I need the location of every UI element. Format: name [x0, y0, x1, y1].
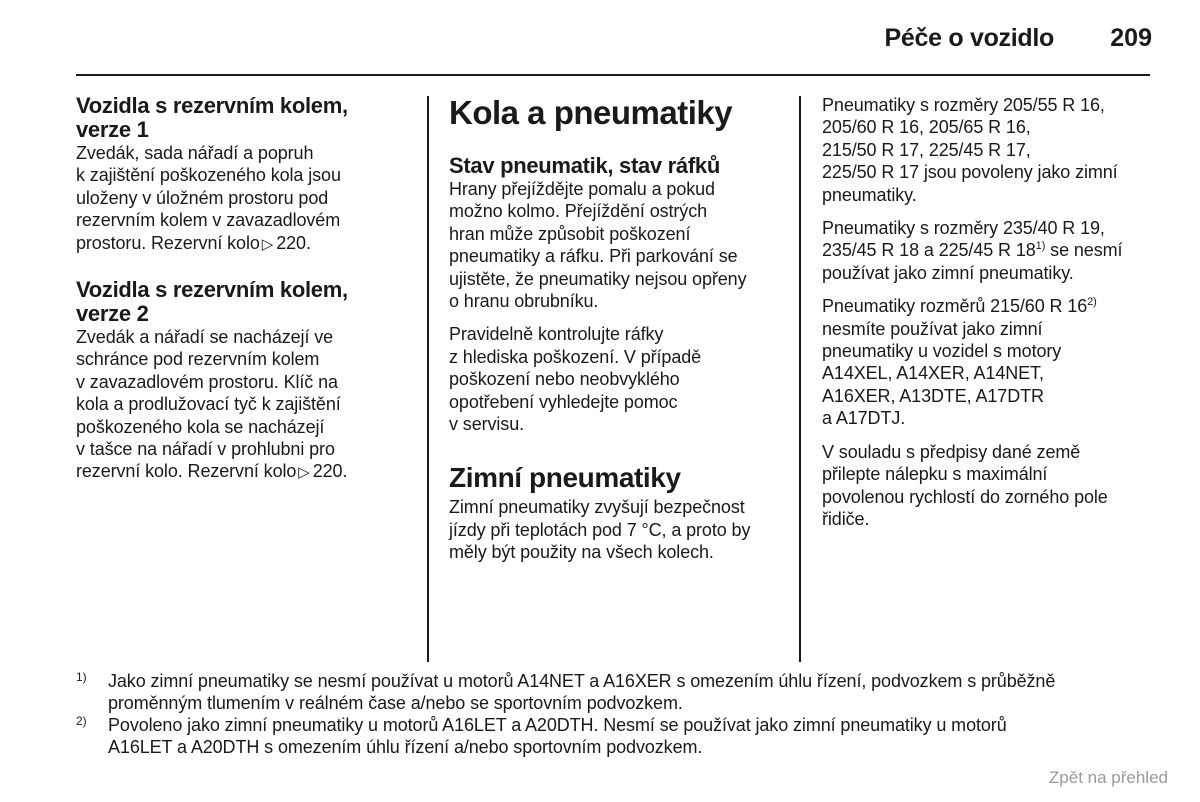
left-column [76, 94, 416, 485]
footnote-mark: 2) [76, 714, 87, 728]
page-number: 209 [1110, 24, 1152, 52]
winter-tyres-title: Zimní pneumatiky [449, 462, 681, 494]
footnote-mark: 1) [76, 670, 87, 684]
footnote-ref-1[interactable]: 1) [1035, 240, 1046, 253]
rim-check-paragraph: Pravidelně kontrolujte ráfky z hlediska poškození. V případě poškození nebo neobvyklého opotřebení vyhledejte pomoc v servisu. [449, 324, 702, 435]
section-title: Péče o vozidlo [884, 24, 1054, 52]
spare-wheel-v1-heading: Vozidla s rezervním kolem, verze 1 [76, 93, 348, 142]
right-column [822, 94, 1162, 541]
back-to-overview-link[interactable]: Zpět na přehled [1048, 768, 1168, 787]
tyre-condition-paragraph: Hrany přejíždějte pomalu a pokud možno kolmo. Přejíždění ostrých hran může způsobit poškození pneumatiky a ráfku. Při parkování se ujistěte, že pneumatiky nejsou opřeny o hranu obrubníku. [449, 179, 747, 312]
arrow-reference-icon: ▷ [261, 235, 274, 253]
spare-wheel-v2-text: Zvedák a nářadí se nacházejí ve schránce pod rezervním kolem v zavazadlovém prostoru. Klíč na kola a prodlužovací tyč k zajištění poškozeného kola se nacházejí v tašce na nářadí v prohlubni pro rezervní kolo. Rezervní kolo ▷ 220. [76, 327, 348, 482]
page-reference-link[interactable]: 220. [312, 461, 348, 482]
winter-tyres-paragraph: Zimní pneumatiky zvyšují bezpečnost jízdy při teplotách pod 7 °C, a proto by měly být použity na všech kolech. [449, 497, 751, 563]
footnote-ref-2[interactable]: 2) [1087, 296, 1097, 309]
spare-wheel-v1-text: Zvedák, sada nářadí a popruh k zajištění poškozeného kola jsou uloženy v úložném prostoru pod rezervním kolem v zavazadlovém prostoru. Rezervní kolo ▷ 220. [76, 143, 341, 253]
forbidden-sizes-paragraph: Pneumatiky s rozměry 235/40 R 19, 235/45 R 18 a 225/45 R 18$^{1)}$ se nesmí používat jako zimní pneumatiky. [822, 218, 1123, 283]
wheels-tyres-title: Kola a pneumatiky [449, 94, 733, 131]
spare-wheel-v2-heading: Vozidla s rezervním kolem, verze 2 [76, 277, 348, 327]
column-divider-right [799, 96, 801, 662]
footnote-1: 1) Jako zimní pneumatiky se nesmí používat u motorů A14NET a A16XER s omezením úhlu řízení, podvozkem s průběžně proměnným tlumením v reálném čase a/nebo se sportovním podvozkem. [76, 670, 1156, 715]
engine-restriction-paragraph: Pneumatiky rozměrů 215/60 R 16$^{2)}$ nesmíte používat jako zimní pneumatiky u vozidel s motory A14XEL, A14XER, A14NET, A16XER, A13DTE, A17DTR a A17DTJ. [822, 296, 1097, 429]
page-reference-link[interactable]: 220. [276, 232, 311, 253]
middle-column [449, 94, 789, 575]
footnote-2: 2) Povoleno jako zimní pneumatiky u motorů A16LET a A20DTH. Nesmí se používat jako zimní pneumatiky u motorů A16LET a A20DTH s omezením úhlu řízení a/nebo sportovním podvozkem. [76, 714, 1156, 759]
arrow-reference-icon: ▷ [298, 464, 310, 482]
speed-sticker-paragraph: V souladu s předpisy dané země přilepte nálepku s maximální povolenou rychlostí do zorného pole řidiče. [822, 441, 1108, 529]
header-divider [76, 74, 1150, 76]
permitted-sizes-paragraph: Pneumatiky s rozměry 205/55 R 16, 205/60 R 16, 205/65 R 16, 215/50 R 17, 225/45 R 17, 225/50 R 17 jsou povoleny jako zimní pneumatiky. [822, 95, 1118, 205]
tyre-condition-heading: Stav pneumatik, stav ráfků [449, 153, 720, 178]
column-divider-left [427, 96, 429, 662]
